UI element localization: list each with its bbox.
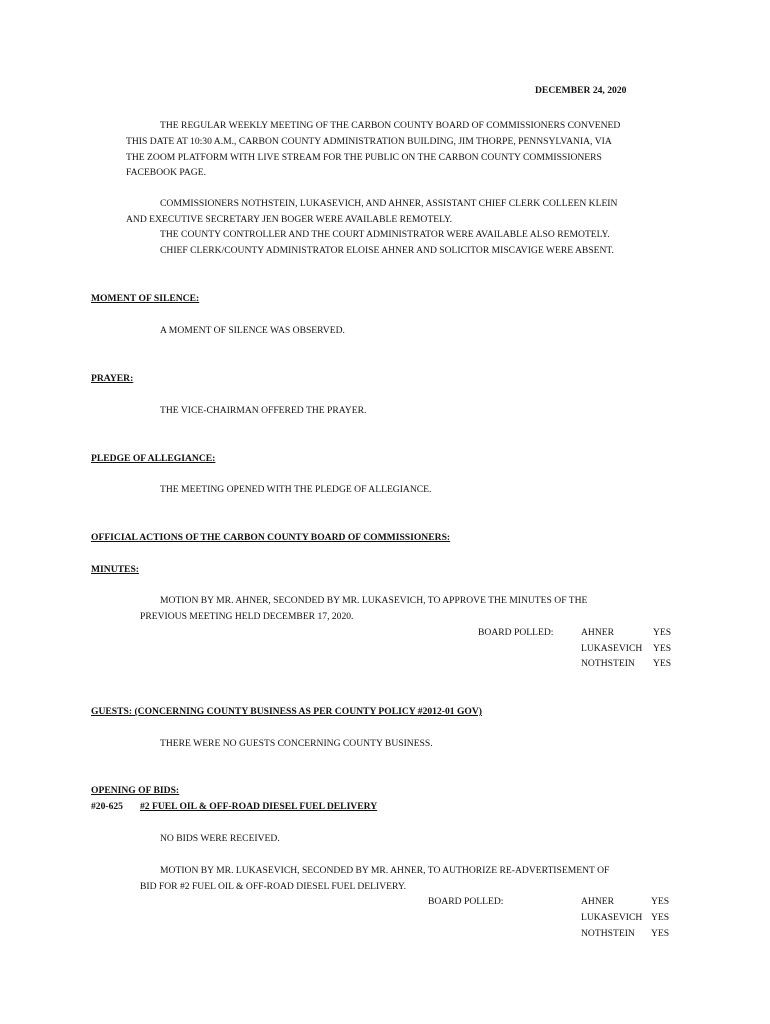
minutes-heading: MINUTES: (91, 564, 139, 575)
vote-name: LUKASEVICH (581, 643, 643, 654)
vote-value: YES (653, 658, 672, 669)
attendance-line: AND EXECUTIVE SECRETARY JEN BOGER WERE AVAILABLE REMOTELY. (126, 214, 453, 225)
no-bids-text: NO BIDS WERE RECEIVED. (160, 833, 280, 844)
vote-name: NOTHSTEIN (581, 928, 635, 939)
minutes-motion-line: PREVIOUS MEETING HELD DECEMBER 17, 2020. (140, 611, 354, 622)
official-actions-heading: OFFICIAL ACTIONS OF THE CARBON COUNTY BOARD OF COMMISSIONERS: (91, 532, 451, 543)
attendance-line: CHIEF CLERK/COUNTY ADMINISTRATOR ELOISE AHNER AND SOLICITOR MISCAVIGE WERE ABSENT. (160, 245, 614, 256)
guests-heading: GUESTS: (CONCERNING COUNTY BUSINESS AS PER COUNTY POLICY #2012-01 GOV) (91, 706, 482, 717)
silence-heading: MOMENT OF SILENCE: (91, 293, 200, 304)
vote-value: YES (651, 928, 670, 939)
vote-value: YES (653, 643, 672, 654)
intro-line: THIS DATE AT 10:30 A.M., CARBON COUNTY ADMINISTRATION BUILDING, JIM THORPE, PENNSYLVANIA, VIA (126, 136, 612, 147)
pledge-text: THE MEETING OPENED WITH THE PLEDGE OF ALLEGIANCE. (160, 484, 432, 495)
attendance-line: COMMISSIONERS NOTHSTEIN, LUKASEVICH, AND AHNER, ASSISTANT CHIEF CLERK COLLEEN KLEIN (160, 198, 618, 209)
bids-heading: OPENING OF BIDS: (91, 785, 180, 796)
pledge-heading: PLEDGE OF ALLEGIANCE: (91, 453, 216, 464)
bid-title: #2 FUEL OIL & OFF-ROAD DIESEL FUEL DELIVERY (140, 801, 378, 812)
vote-name: AHNER (581, 896, 615, 907)
intro-line: FACEBOOK PAGE. (126, 167, 206, 178)
vote-name: NOTHSTEIN (581, 658, 635, 669)
prayer-heading: PRAYER: (91, 373, 134, 384)
vote-value: YES (653, 627, 672, 638)
vote-value: YES (651, 896, 670, 907)
prayer-text: THE VICE-CHAIRMAN OFFERED THE PRAYER. (160, 405, 367, 416)
guests-text: THERE WERE NO GUESTS CONCERNING COUNTY BUSINESS. (160, 738, 433, 749)
intro-line: THE REGULAR WEEKLY MEETING OF THE CARBON COUNTY BOARD OF COMMISSIONERS CONVENED (160, 120, 621, 131)
minutes-motion-line: MOTION BY MR. AHNER, SECONDED BY MR. LUKASEVICH, TO APPROVE THE MINUTES OF THE (160, 595, 588, 606)
attendance-line: THE COUNTY CONTROLLER AND THE COURT ADMINISTRATOR WERE AVAILABLE ALSO REMOTELY. (160, 229, 610, 240)
meeting-date: DECEMBER 24, 2020 (535, 85, 627, 96)
vote-name: AHNER (581, 627, 615, 638)
bids-poll-label: BOARD POLLED: (428, 896, 504, 907)
vote-name: LUKASEVICH (581, 912, 643, 923)
intro-line: THE ZOOM PLATFORM WITH LIVE STREAM FOR THE PUBLIC ON THE CARBON COUNTY COMMISSIONERS (126, 152, 602, 163)
silence-text: A MOMENT OF SILENCE WAS OBSERVED. (160, 325, 345, 336)
bid-number: #20-625 (91, 801, 123, 812)
bids-motion-line: BID FOR #2 FUEL OIL & OFF-ROAD DIESEL FUEL DELIVERY. (140, 881, 406, 892)
minutes-poll-label: BOARD POLLED: (478, 627, 554, 638)
vote-value: YES (651, 912, 670, 923)
bids-motion-line: MOTION BY MR. LUKASEVICH, SECONDED BY MR. AHNER, TO AUTHORIZE RE-ADVERTISEMENT OF (160, 865, 610, 876)
